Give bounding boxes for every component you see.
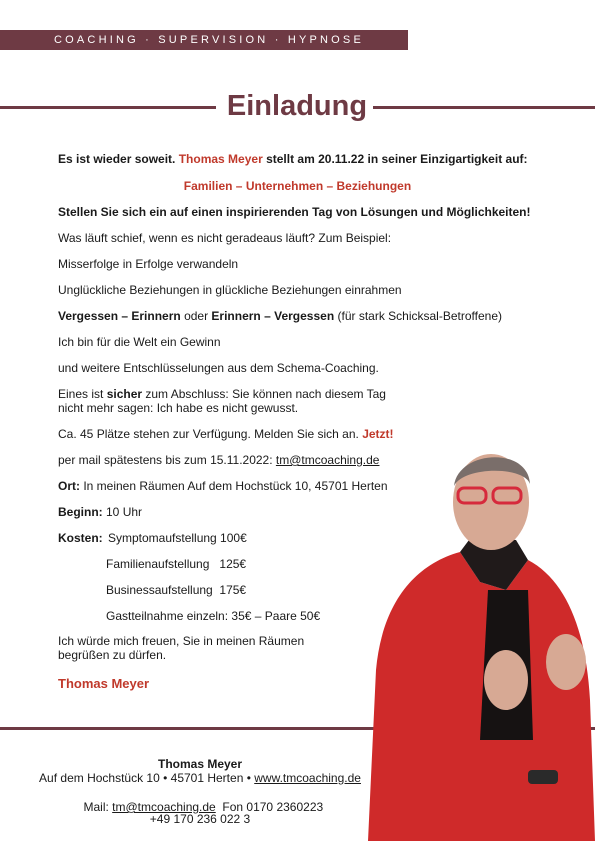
intro-name: Thomas Meyer xyxy=(178,152,263,166)
list-item: Ich bin für die Welt ein Gewinn xyxy=(58,335,221,349)
outro-line-2: begrüßen zu dürfen. xyxy=(58,648,167,662)
item3-a: Vergessen – Erinnern xyxy=(58,309,181,323)
item3-c: Erinnern – Vergessen xyxy=(211,309,335,323)
kosten-item: Familienaufstellung 125€ xyxy=(106,557,247,571)
footer-address xyxy=(0,771,400,786)
footer-mail-label: Mail: xyxy=(83,800,113,814)
tagline: Stellen Sie sich ein auf einen inspirierenden Tag von Lösungen und Möglichkeiten! xyxy=(58,205,531,219)
item3-d: (für stark Schicksal-Betroffene) xyxy=(334,309,502,323)
list-item: und weitere Entschlüsselungen aus dem Schema-Coaching. xyxy=(58,361,379,375)
item3-b: oder xyxy=(180,309,212,323)
footer-contact xyxy=(0,785,400,815)
closing-line-2: nicht mehr sagen: Ich habe es nicht gewusst. xyxy=(58,401,299,415)
website-link[interactable]: www.tmcoaching.de xyxy=(254,771,361,785)
closing-c: zum Abschluss: Sie können nach diesem Tag xyxy=(142,387,386,401)
closing-b: sicher xyxy=(106,387,143,401)
ort-line xyxy=(58,479,388,494)
closing-a: Eines ist xyxy=(58,387,107,401)
page-title: Einladung xyxy=(226,90,368,122)
intro-line xyxy=(58,152,528,167)
footer-address-text: Auf dem Hochstück 10 • 45701 Herten • xyxy=(39,771,255,785)
kosten-item: Symptomaufstellung 100€ xyxy=(108,531,247,545)
question: Was läuft schief, wenn es nicht geradeaus läuft? Zum Beispiel: xyxy=(58,231,392,245)
kosten-item: Gastteilnahme einzeln: 35€ – Paare 50€ xyxy=(106,609,321,623)
portrait-photo xyxy=(368,440,595,841)
closing-line-1 xyxy=(58,387,386,402)
signature: Thomas Meyer xyxy=(58,676,150,691)
seats-line xyxy=(58,427,394,442)
kosten-label: Kosten: xyxy=(58,531,103,545)
footer-name: Thomas Meyer xyxy=(157,757,243,771)
title-rule-right xyxy=(373,106,595,109)
ort-label: Ort: xyxy=(58,479,80,493)
beginn-label: Beginn: xyxy=(58,505,103,519)
header-banner: COACHING · SUPERVISION · HYPNOSE xyxy=(0,30,408,50)
kosten-item: Businessaufstellung 175€ xyxy=(106,583,247,597)
footer-phone: +49 170 236 022 3 xyxy=(149,812,251,826)
list-item: Unglückliche Beziehungen in glückliche Beziehungen einrahmen xyxy=(58,283,402,297)
mail-text: per mail spätestens bis zum 15.11.2022: xyxy=(58,453,276,467)
seats-text: Ca. 45 Plätze stehen zur Verfügung. Melden Sie sich an. xyxy=(58,427,363,441)
list-item: Misserfolge in Erfolge verwandeln xyxy=(58,257,239,271)
footer-fon: Fon 0170 2360223 xyxy=(215,800,324,814)
footer-mail-link[interactable]: tm@tmcoaching.de xyxy=(112,800,216,814)
mail-link[interactable]: tm@tmcoaching.de xyxy=(275,453,380,467)
topics: Familien – Unternehmen – Beziehungen xyxy=(183,179,412,193)
beginn-line xyxy=(58,505,142,520)
intro-text-2: stellt am 20.11.22 in seiner Einzigartigkeit auf: xyxy=(262,152,528,166)
list-item xyxy=(58,309,502,324)
seats-cta: Jetzt! xyxy=(362,427,394,441)
ort-value: In meinen Räumen Auf dem Hochstück 10, 45701 Herten xyxy=(80,479,388,493)
title-rule-left xyxy=(0,106,216,109)
mail-line xyxy=(58,453,379,468)
outro-line-1: Ich würde mich freuen, Sie in meinen Räumen xyxy=(58,634,305,648)
intro-text-1: Es ist wieder soweit. xyxy=(58,152,179,166)
beginn-value: 10 Uhr xyxy=(102,505,143,519)
